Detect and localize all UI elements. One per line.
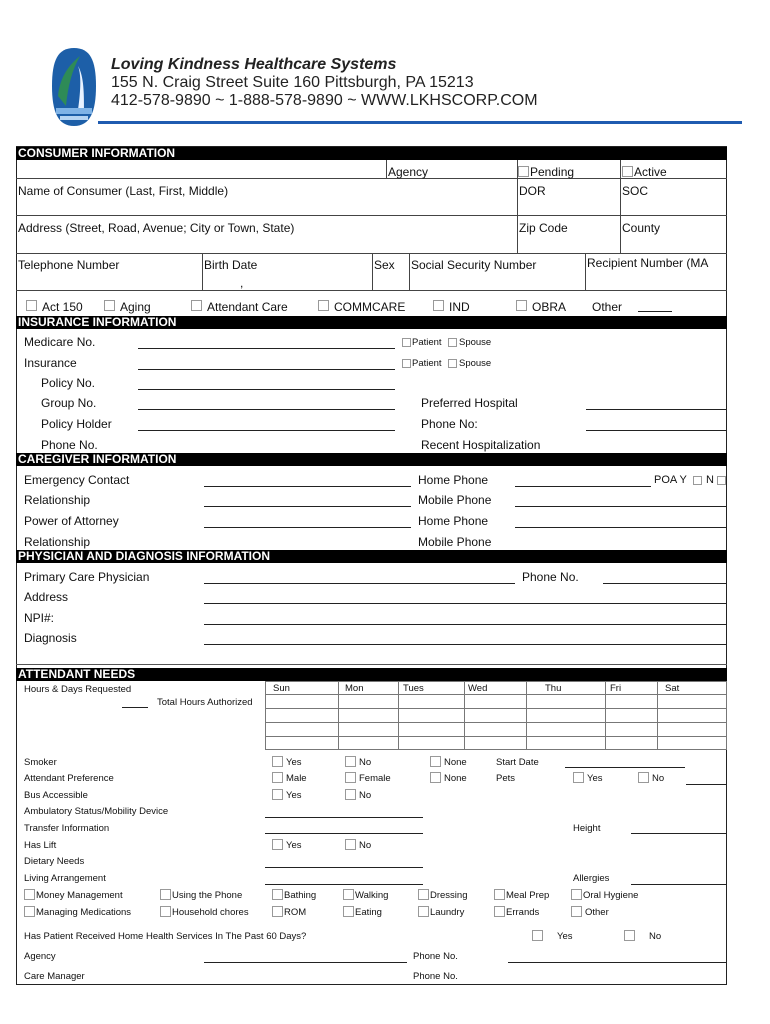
care-manager-phone-label: Phone No. (413, 971, 458, 982)
program-label-ind: IND (449, 300, 470, 314)
emergency-contact-field[interactable] (204, 486, 411, 487)
has-lift-label: Has Lift (24, 840, 57, 851)
policy-holder-field[interactable] (138, 430, 395, 431)
allergies-label: Allergies (573, 873, 610, 884)
task-label-meal-prep: Meal Prep (506, 890, 550, 901)
waterfall-logo-icon (50, 46, 98, 128)
task-label-laundry: Laundry (430, 907, 465, 918)
smoker-no-label: No (359, 757, 372, 768)
insurance-phone-label: Phone No. (41, 438, 98, 452)
section-attendant-needs: ATTENDANT NEEDS (16, 668, 727, 681)
policy-no-label: Policy No. (41, 376, 96, 390)
relationship-field-1[interactable] (204, 506, 411, 507)
other-program-field[interactable] (638, 311, 672, 312)
diagnosis-field-1[interactable] (204, 644, 726, 645)
insurance-patient-label: Patient (412, 358, 442, 369)
task-checkbox-household-chores[interactable] (160, 906, 171, 917)
task-checkbox-eating[interactable] (343, 906, 354, 917)
pref-female-checkbox[interactable] (345, 772, 356, 783)
home-health-question: Has Patient Received Home Health Services In The Past 60 Days? (24, 931, 307, 942)
day-sun: Sun (273, 683, 290, 694)
insurance-patient-checkbox[interactable] (402, 359, 411, 368)
zip-code-label: Zip Code (519, 221, 568, 235)
section-insurance-information: INSURANCE INFORMATION (16, 316, 727, 329)
ambulatory-status-label: Ambulatory Status/Mobility Device (24, 806, 169, 817)
insurance-spouse-checkbox[interactable] (448, 359, 457, 368)
program-checkbox-aging[interactable] (104, 300, 115, 311)
company-contact: 412-578-9890 ~ 1-888-578-9890 ~ WWW.LKHSCORP.COM (111, 92, 538, 109)
smoker-yes-checkbox[interactable] (272, 756, 283, 767)
care-manager-label: Care Manager (24, 971, 85, 982)
task-label-errands: Errands (506, 907, 540, 918)
task-label-oral-hygiene: Oral Hygiene (583, 890, 639, 901)
pending-checkbox[interactable] (518, 166, 529, 177)
day-thu: Thu (545, 683, 562, 694)
task-checkbox-other[interactable] (571, 906, 582, 917)
program-label-aging: Aging (120, 300, 151, 314)
npi-label: NPI#: (24, 611, 55, 625)
diagnosis-field-2[interactable] (16, 664, 727, 665)
npi-field[interactable] (204, 624, 726, 625)
poa-no-label: N (706, 474, 714, 486)
pets-yes-label: Yes (587, 773, 603, 784)
ssn-label: Social Security Number (411, 258, 537, 272)
preferred-hospital-field[interactable] (586, 409, 726, 410)
relationship-label-1: Relationship (24, 493, 91, 507)
policy-no-field[interactable] (138, 389, 395, 390)
bus-accessible-label: Bus Accessible (24, 790, 88, 801)
task-checkbox-errands[interactable] (494, 906, 505, 917)
relationship-label-2: Relationship (24, 535, 91, 549)
agency-field-bottom[interactable] (204, 962, 407, 963)
task-label-other: Other (585, 907, 609, 918)
task-label-rom: ROM (284, 907, 307, 918)
policy-holder-label: Policy Holder (41, 417, 112, 431)
poa-yes-checkbox[interactable] (693, 476, 702, 485)
home-phone-label-2: Home Phone (418, 514, 489, 528)
task-label-managing-medications: Managing Medications (36, 907, 132, 918)
pets-label: Pets (496, 773, 516, 784)
home-phone-label-1: Home Phone (418, 473, 489, 487)
smoker-yes-label: Yes (286, 757, 302, 768)
hours-days-label: Hours & Days Requested (24, 684, 132, 695)
living-arrangement-field[interactable] (265, 884, 423, 885)
task-checkbox-dressing[interactable] (418, 889, 429, 900)
program-label-obra: OBRA (532, 300, 567, 314)
medicare-spouse-label: Spouse (459, 337, 492, 348)
pets-no-checkbox[interactable] (638, 772, 649, 783)
header-rule (98, 121, 742, 124)
smoker-none-checkbox[interactable] (430, 756, 441, 767)
day-tues: Tues (403, 683, 424, 694)
county-label: County (622, 221, 661, 235)
height-label: Height (573, 823, 601, 834)
attendant-preference-label: Attendant Preference (24, 773, 114, 784)
task-checkbox-laundry[interactable] (418, 906, 429, 917)
insurance-label: Insurance (24, 356, 77, 370)
home-phone-field-2[interactable] (515, 527, 726, 528)
bus-no-label: No (359, 790, 372, 801)
program-checkbox-ind[interactable] (433, 300, 444, 311)
primary-care-physician-field[interactable] (204, 583, 515, 584)
group-no-field[interactable] (138, 409, 395, 410)
section-caregiver-information: CAREGIVER INFORMATION (16, 453, 727, 466)
day-sat: Sat (665, 683, 680, 694)
insurance-spouse-label: Spouse (459, 358, 492, 369)
task-checkbox-managing-medications[interactable] (24, 906, 35, 917)
pref-female-label: Female (359, 773, 391, 784)
home-health-yes-label: Yes (557, 931, 573, 942)
recent-hospitalization-label: Recent Hospitalization (421, 438, 541, 452)
birth-date-mark: , (240, 276, 244, 290)
pets-field[interactable] (686, 784, 726, 785)
program-checkbox-obra[interactable] (516, 300, 527, 311)
allergies-field[interactable] (631, 884, 726, 885)
task-checkbox-bathing[interactable] (272, 889, 283, 900)
medicare-field[interactable] (138, 348, 395, 349)
medicare-label: Medicare No. (24, 335, 96, 349)
task-label-money-management: Money Management (36, 890, 123, 901)
physician-address-label: Address (24, 590, 69, 604)
pref-male-label: Male (286, 773, 307, 784)
mobile-phone-label-2: Mobile Phone (418, 535, 492, 549)
pref-male-checkbox[interactable] (272, 772, 283, 783)
task-checkbox-using-phone[interactable] (160, 889, 171, 900)
medicare-patient-label: Patient (412, 337, 442, 348)
task-label-walking: Walking (355, 890, 389, 901)
home-health-no-label: No (649, 931, 662, 942)
physician-phone-label: Phone No. (522, 570, 579, 584)
poa-no-checkbox[interactable] (717, 476, 726, 485)
company-name: Loving Kindness Healthcare Systems (111, 56, 397, 73)
day-wed: Wed (468, 683, 488, 694)
agency-label: Agency (388, 165, 429, 179)
program-label-other: Other (592, 300, 623, 314)
agency-phone-label: Phone No. (413, 951, 458, 962)
task-checkbox-oral-hygiene[interactable] (571, 889, 582, 900)
task-label-eating: Eating (355, 907, 382, 918)
sex-label: Sex (374, 258, 395, 272)
home-health-no-checkbox[interactable] (624, 930, 635, 941)
agency-label-bottom: Agency (24, 951, 56, 962)
pets-yes-checkbox[interactable] (573, 772, 584, 783)
bus-yes-label: Yes (286, 790, 302, 801)
pref-none-label: None (444, 773, 467, 784)
program-label-attendant-care: Attendant Care (207, 300, 288, 314)
total-hours-label: Total Hours Authorized (157, 697, 253, 708)
task-label-bathing: Bathing (284, 890, 317, 901)
program-label-act150: Act 150 (42, 300, 83, 314)
consumer-name-label: Name of Consumer (Last, First, Middle) (18, 184, 229, 198)
medicare-spouse-checkbox[interactable] (448, 338, 457, 347)
insurance-field[interactable] (138, 369, 395, 370)
preferred-hospital-label: Preferred Hospital (421, 396, 518, 410)
mobile-phone-field-1[interactable] (515, 506, 726, 507)
company-address: 155 N. Craig Street Suite 160 Pittsburgh, PA 15213 (111, 74, 474, 91)
living-arrangement-label: Living Arrangement (24, 873, 106, 884)
task-checkbox-money-management[interactable] (24, 889, 35, 900)
program-label-commcare: COMMCARE (334, 300, 406, 314)
poa-yes-label: POA Y (654, 474, 687, 486)
hospital-phone-field[interactable] (586, 430, 726, 431)
recipient-number-label: Recipient Number (MA (587, 256, 709, 270)
task-checkbox-walking[interactable] (343, 889, 354, 900)
power-of-attorney-field[interactable] (204, 527, 411, 528)
diagnosis-label: Diagnosis (24, 631, 77, 645)
bus-yes-checkbox[interactable] (272, 789, 283, 800)
task-label-using-phone: Using the Phone (172, 890, 243, 901)
power-of-attorney-label: Power of Attorney (24, 514, 119, 528)
day-mon: Mon (345, 683, 364, 694)
program-checkbox-commcare[interactable] (318, 300, 329, 311)
section-physician-diagnosis: PHYSICIAN AND DIAGNOSIS INFORMATION (16, 550, 727, 563)
program-checkbox-act150[interactable] (26, 300, 37, 311)
consumer-address-label: Address (Street, Road, Avenue; City or Town, State) (18, 221, 295, 235)
start-date-field[interactable] (565, 767, 685, 768)
pets-no-label: No (652, 773, 665, 784)
task-label-household-chores: Household chores (172, 907, 249, 918)
lift-no-checkbox[interactable] (345, 839, 356, 850)
dietary-needs-field[interactable] (265, 867, 423, 868)
transfer-info-label: Transfer Information (24, 823, 110, 834)
task-checkbox-rom[interactable] (272, 906, 283, 917)
mobile-phone-label-1: Mobile Phone (418, 493, 492, 507)
lift-no-label: No (359, 840, 372, 851)
section-consumer-information: CONSUMER INFORMATION (16, 147, 727, 160)
bus-no-checkbox[interactable] (345, 789, 356, 800)
pending-label: Pending (530, 165, 575, 179)
task-label-dressing: Dressing (430, 890, 468, 901)
smoker-label: Smoker (24, 757, 57, 768)
dor-label: DOR (519, 184, 546, 198)
lift-yes-label: Yes (286, 840, 302, 851)
active-label: Active (634, 165, 667, 179)
day-fri: Fri (610, 683, 622, 694)
company-logo (50, 46, 98, 128)
smoker-none-label: None (444, 757, 467, 768)
active-checkbox[interactable] (622, 166, 633, 177)
smoker-no-checkbox[interactable] (345, 756, 356, 767)
physician-phone-field[interactable] (603, 583, 726, 584)
transfer-info-field[interactable] (265, 833, 423, 834)
start-date-label: Start Date (496, 757, 539, 768)
group-no-label: Group No. (41, 396, 97, 410)
emergency-contact-label: Emergency Contact (24, 473, 130, 487)
telephone-label: Telephone Number (18, 258, 120, 272)
task-checkbox-meal-prep[interactable] (494, 889, 505, 900)
medicare-patient-checkbox[interactable] (402, 338, 411, 347)
home-phone-field-1[interactable] (515, 486, 651, 487)
ambulatory-status-field[interactable] (265, 817, 423, 818)
soc-label: SOC (622, 184, 649, 198)
birth-date-label: Birth Date (204, 258, 258, 272)
hospital-phone-label: Phone No: (421, 417, 478, 431)
lift-yes-checkbox[interactable] (272, 839, 283, 850)
home-health-yes-checkbox[interactable] (532, 930, 543, 941)
program-checkbox-attendant-care[interactable] (191, 300, 202, 311)
pref-none-checkbox[interactable] (430, 772, 441, 783)
dietary-needs-label: Dietary Needs (24, 856, 85, 867)
schedule-grid[interactable] (265, 681, 727, 750)
agency-phone-field[interactable] (508, 962, 726, 963)
primary-care-physician-label: Primary Care Physician (24, 570, 150, 584)
total-hours-field[interactable] (122, 707, 148, 708)
physician-address-field[interactable] (204, 603, 726, 604)
height-field[interactable] (631, 833, 726, 834)
